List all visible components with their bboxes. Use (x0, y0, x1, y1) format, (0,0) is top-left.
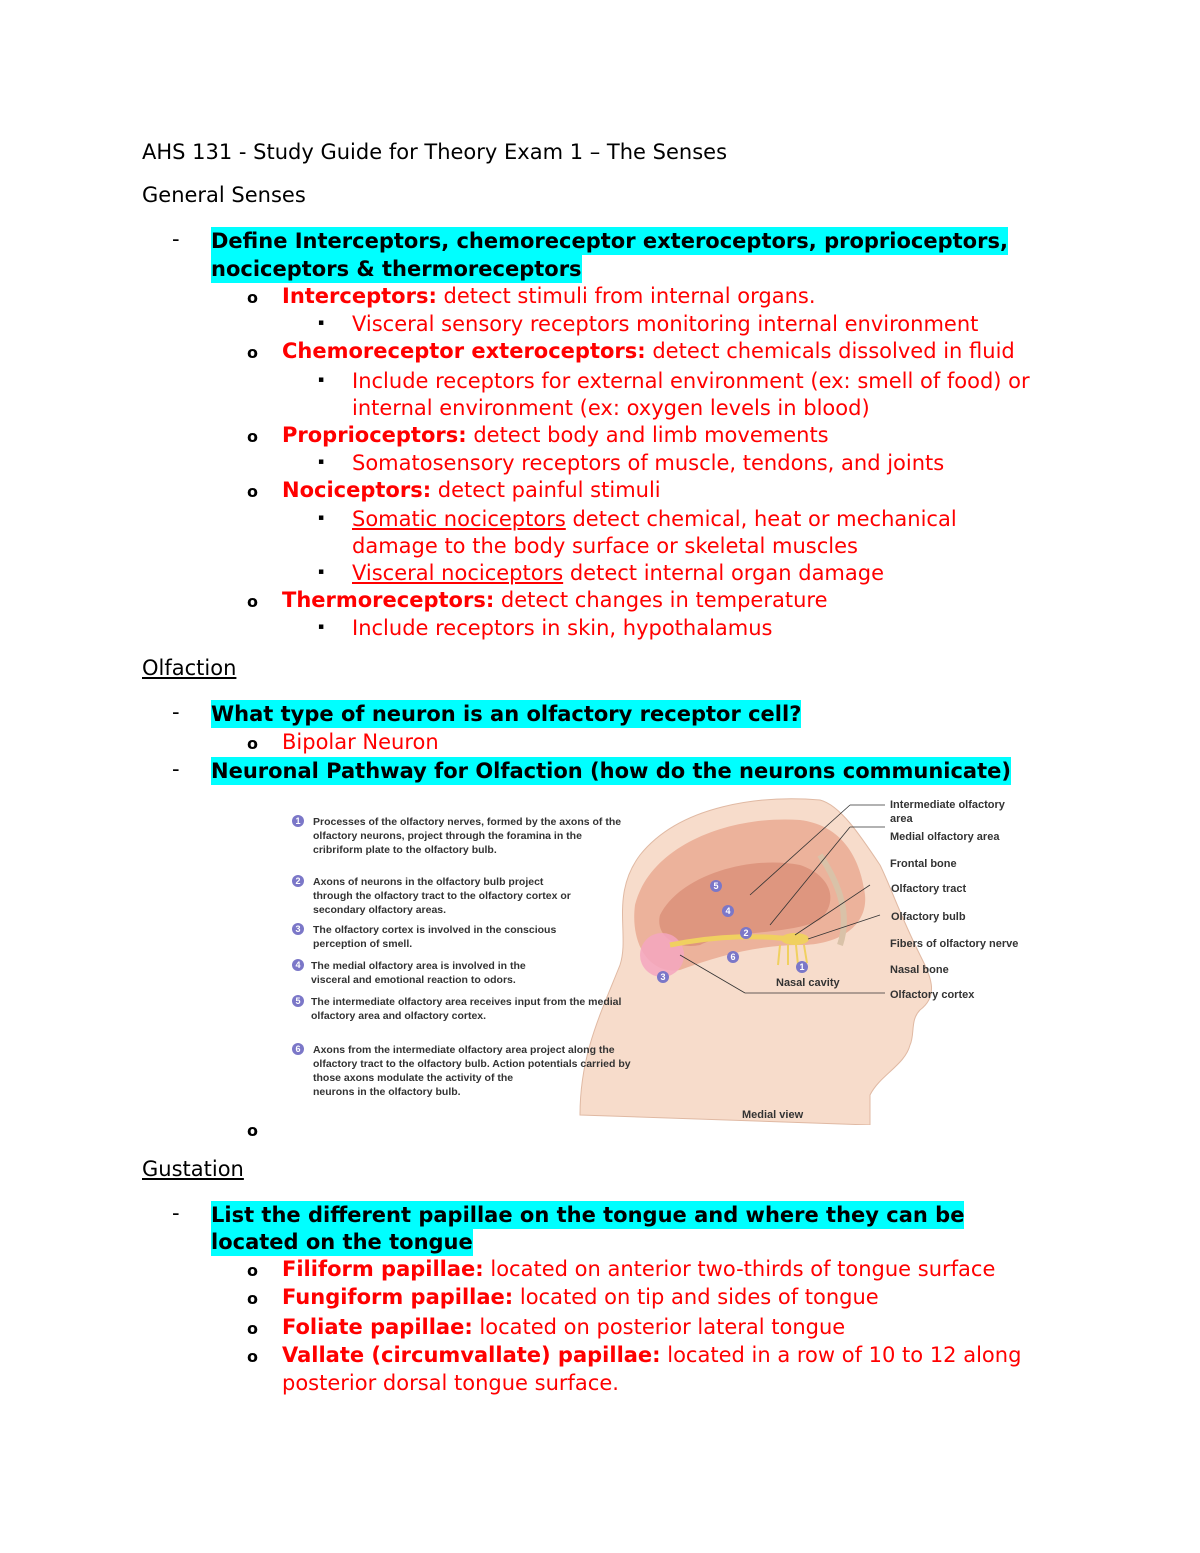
sub-item: damage to the body surface or skeletal muscles (352, 534, 858, 558)
circle-bullet: o (247, 427, 258, 446)
papillae-item-continued: posterior dorsal tongue surface. (282, 1371, 619, 1395)
step-text: Processes of the olfactory nerves, formed by the axons of the olfactory neurons, project through the foramina in the cribriform plate to the olfactory bulb. (313, 816, 622, 856)
step-text: Axons of neurons in the olfactory bulb project through the olfactory tract to the olfactory cortex or secondary olfactory areas. (313, 876, 571, 916)
circle-bullet: o (247, 592, 258, 611)
question-line: Define Interceptors, chemoreceptor exteroceptors, proprioceptors, (211, 229, 1008, 253)
circle-bullet: o (247, 1289, 258, 1308)
section-heading-gustation: Gustation (142, 1157, 244, 1181)
sub-item: Visceral sensory receptors monitoring internal environment (352, 312, 979, 336)
definition-item: Proprioceptors: detect body and limb movements (282, 423, 829, 447)
step-number-3: 3 (292, 923, 304, 935)
circle-bullet: o (247, 734, 258, 753)
step-text: The medial olfactory area is involved in the visceral and emotional reaction to odors. (311, 960, 526, 986)
label-nasal-cavity: Nasal cavity (776, 977, 840, 989)
sub-item: Visceral nociceptors detect internal organ damage (352, 561, 885, 585)
definition-item: Thermoreceptors: detect changes in temperature (282, 588, 828, 612)
answer-text: Bipolar Neuron (282, 730, 439, 754)
dash-bullet: - (172, 1201, 180, 1225)
square-bullet: ▪ (318, 375, 325, 385)
step-number-6: 6 (292, 1043, 304, 1055)
papillae-item: Foliate papillae: located on posterior lateral tongue (282, 1315, 846, 1339)
papillae-item: Fungiform papillae: located on tip and sides of tongue (282, 1285, 879, 1309)
marker-3: 3 (657, 971, 669, 983)
marker-5: 5 (710, 880, 722, 892)
question-line: located on the tongue (211, 1230, 473, 1254)
circle-bullet: o (247, 1319, 258, 1338)
circle-bullet: o (247, 288, 258, 307)
definition-item: Nociceptors: detect painful stimuli (282, 478, 661, 502)
label-frontal-bone: Frontal bone (890, 858, 957, 870)
question-line: Neuronal Pathway for Olfaction (how do the neurons communicate) (211, 759, 1011, 783)
question-line: List the different papillae on the tongue and where they can be (211, 1203, 965, 1227)
sub-item: internal environment (ex: oxygen levels in blood) (352, 396, 870, 420)
sub-item: Include receptors in skin, hypothalamus (352, 616, 773, 640)
marker-1: 1 (796, 961, 808, 973)
dash-bullet: - (172, 700, 180, 724)
papillae-item: Filiform papillae: located on anterior two-thirds of tongue surface (282, 1257, 996, 1281)
sub-item: Include receptors for external environment (ex: smell of food) or (352, 369, 1030, 393)
marker-6: 6 (727, 951, 739, 963)
question-line: nociceptors & thermoreceptors (211, 257, 582, 281)
document-title: AHS 131 - Study Guide for Theory Exam 1 – The Senses (142, 140, 728, 164)
square-bullet: ▪ (318, 622, 325, 632)
circle-bullet: o (247, 482, 258, 501)
step-number-5: 5 (292, 995, 304, 1007)
square-bullet: ▪ (318, 318, 325, 328)
step-number-1: 1 (292, 815, 304, 827)
section-heading-olfaction: Olfaction (142, 656, 237, 680)
definition-item: Chemoreceptor exteroceptors: detect chemicals dissolved in fluid (282, 339, 1015, 363)
label-olfactory-cortex: Olfactory cortex (890, 989, 975, 1001)
sub-item: Somatosensory receptors of muscle, tendons, and joints (352, 451, 945, 475)
marker-2: 2 (740, 927, 752, 939)
circle-bullet: o (247, 343, 258, 362)
papillae-item: Vallate (circumvallate) papillae: located in a row of 10 to 12 along (282, 1343, 1022, 1367)
step-text: The intermediate olfactory area receives input from the medial olfactory area and olfactory cortex. (311, 996, 622, 1022)
label-olfactory-tract: Olfactory tract (891, 883, 967, 895)
question-line: What type of neuron is an olfactory receptor cell? (211, 702, 802, 726)
step-text: The olfactory cortex is involved in the conscious perception of smell. (313, 924, 557, 950)
square-bullet: ▪ (318, 513, 325, 523)
label-nasal-bone: Nasal bone (890, 964, 949, 976)
label-medial-view: Medial view (742, 1109, 804, 1121)
label-olfactory-bulb: Olfactory bulb (891, 911, 966, 923)
sub-item: Somatic nociceptors detect chemical, heat or mechanical (352, 507, 957, 531)
circle-bullet: o (247, 1121, 258, 1140)
circle-bullet: o (247, 1347, 258, 1366)
olfactory-pathway-figure (280, 795, 1040, 1125)
definition-item: Interceptors: detect stimuli from internal organs. (282, 284, 816, 308)
circle-bullet: o (247, 1261, 258, 1280)
square-bullet: ▪ (318, 567, 325, 577)
step-number-4: 4 (292, 959, 304, 971)
label-intermediate-olfactory-area: Intermediate olfactory (890, 799, 1005, 811)
dash-bullet: - (172, 227, 180, 251)
marker-4: 4 (722, 905, 734, 917)
square-bullet: ▪ (318, 457, 325, 467)
dash-bullet: - (172, 757, 180, 781)
label-intermediate-olfactory-area-2: area (890, 813, 913, 825)
step-text: Axons from the intermediate olfactory area project along the olfactory tract to the olfactory bulb. Action potentials carried by those axons modulate the activity of the neurons in the olfactory bulb. (313, 1044, 631, 1098)
label-medial-olfactory-area: Medial olfactory area (890, 831, 1000, 843)
section-heading-general: General Senses (142, 183, 306, 207)
label-fibers-of-olfactory-nerve: Fibers of olfactory nerve (890, 938, 1019, 950)
step-number-2: 2 (292, 875, 304, 887)
